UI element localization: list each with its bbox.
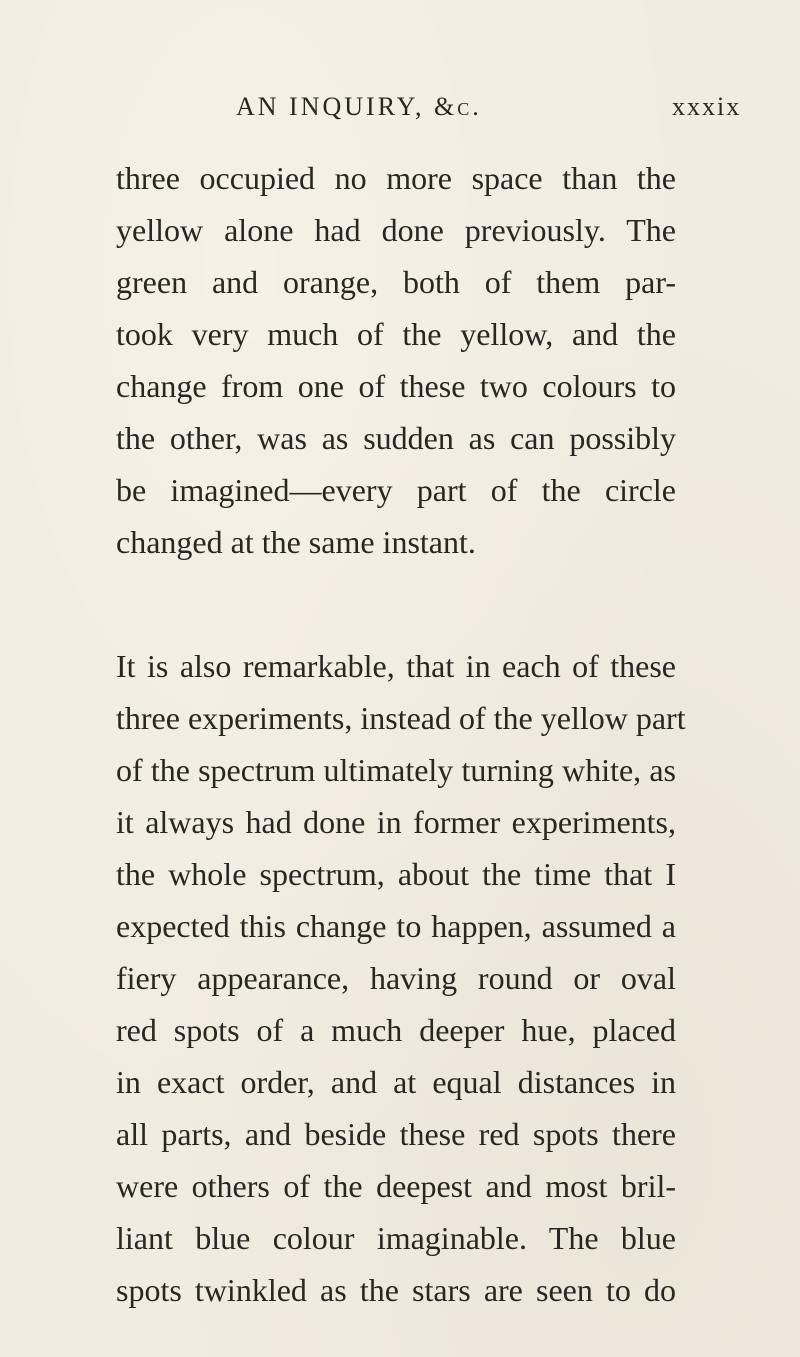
text-line: spots twinkled as the stars are seen to do [116,1272,676,1308]
text-line: all parts, and beside these red spots there [116,1116,676,1152]
text-line: took very much of the yellow, and the [116,316,676,352]
paragraph-1 [116,152,676,568]
text-line: red spots of a much deeper hue, placed [116,1012,676,1048]
text-line: it always had done in former experiments, [116,804,676,840]
text-line: green and orange, both of them par- [116,264,676,300]
text-line: the other, was as sudden as can possibly [116,420,676,456]
text-line: of the spectrum ultimately turning white, as [116,752,676,788]
paragraph-spacer [116,568,676,640]
running-head [0,92,800,128]
text-line: three occupied no more space than the [116,160,676,196]
text-line: in exact order, and at equal distances in [116,1064,676,1100]
paragraph-2 [116,640,686,1316]
text-line: expected this change to happen, assumed a [116,908,676,944]
text-line: fiery appearance, having round or oval [116,960,676,996]
body-text [116,152,686,1316]
text-line: the whole spectrum, about the time that I [116,856,676,892]
text-line: yellow alone had done previously. The [116,212,676,248]
running-head-title: AN INQUIRY, &c. [236,92,482,121]
text-line: three experiments, instead of the yellow part [116,700,686,736]
text-line: change from one of these two colours to [116,368,676,404]
text-line: be imagined—every part of the circle [116,472,676,508]
text-line: liant blue colour imaginable. The blue [116,1220,676,1256]
text-line: were others of the deepest and most bril- [116,1168,676,1204]
page-number: xxxix [672,92,742,121]
text-line: changed at the same instant. [116,524,476,560]
text-line: It is also remarkable, that in each of these [116,648,676,684]
